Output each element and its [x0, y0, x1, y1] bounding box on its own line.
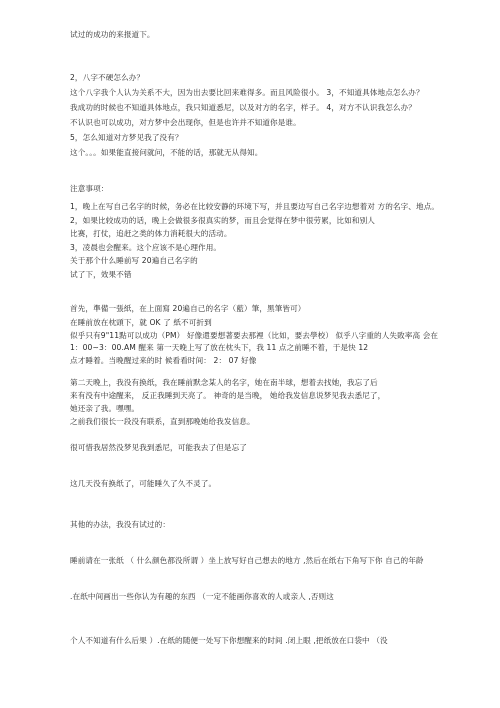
text-line-12: 3，凌晨也会醒来。这个应该不是心理作用。 [70, 243, 222, 252]
text-line-10: 2，如果比较成功的话，晚上会做很多很真实的梦，而且会觉得在梦中很劳累，比如和别人 [70, 216, 375, 225]
text-line-15: 首先，準備一張紙，在上面寫 20遍自己的名字（藍）筆，黑筆皆可） [70, 304, 306, 313]
text-line-17: 似乎只有9"11點可以成功（PM） 好像還要想著要去那裡（比如，要去學校） 似乎八字重的人失敗率高 会在 [70, 331, 439, 340]
text-line-26: 其他的办法，我没有试过的： [70, 520, 171, 529]
text-line-20: 第二天晚上，我没有换纸，我在睡前默念某人的名字，她在南半球，想着去找她，我忘了后 [70, 378, 378, 387]
text-line-23: 之前我们很长一段没有联系，直到那晚她给我发信息。 [70, 417, 255, 426]
text-line-18: 1：00~3：00.AM 醒来 第一天晚上写了放在枕头下，我 11 点之前睡不着，于是快 12 [70, 343, 369, 352]
text-line-13: 关于那个什么睡前写 20遍自己名字的 [70, 256, 198, 265]
notes-heading: 注意事项： [70, 184, 109, 193]
text-line-1: 试过的成功的来报道下。 [70, 30, 155, 39]
text-line-27: 睡前请在一张纸 （ 什么颜色都没所谓 ）坐上放写好自己想去的地方 ,然后在纸右下角写下你 自己的年龄 [70, 556, 424, 565]
text-line-25: 这几天没有换纸了，可能睡久了久不灵了。 [70, 479, 217, 488]
text-line-9: 1，晚上在写自己名字的时候，务必在比较安静的环境下写，并且要边写自己名字边想着对 方的名字、地点。 [70, 202, 440, 211]
text-line-28: .在纸中间画出一些你认为有趣的东西 （一定不能画你喜欢的人或亲人 ,否则这 [70, 592, 334, 601]
text-line-24: 很可惜我居然没梦见我到悉尼，可能我去了但是忘了 [70, 443, 247, 452]
text-line-11: 比赛，打仗，追赶之类的体力消耗很大的活动。 [70, 229, 232, 238]
text-line-21: 来有没有中途醒来， 反正我睡到天亮了。 神奇的是当晚， 她给我发信息说梦见我去悉尼了， [70, 391, 386, 400]
text-line-7: 这个。。。如果能直接问就问，不能的话，那就无从得知。 [70, 148, 263, 157]
text-line-6: 5，怎么知道对方梦见我了没有？ [70, 133, 183, 142]
text-line-16: 在睡前放在枕頭下，就 OK 了 紙不可折到 [70, 318, 212, 327]
text-line-14: 试了下，效果不错 [70, 270, 132, 279]
text-line-22: 她还亲了我。嘿嘿。 [70, 404, 140, 413]
text-line-29: 个人不知道有什么后果 ）.在纸的随便一处写下你想醒来的时间 .闭上眼 ,把纸放在口袋中 （没 [70, 636, 388, 645]
text-line-5: 不认识也可以成功，对方梦中会出现你，但是也许并不知道你是谁。 [70, 118, 301, 127]
text-line-2: 2，八字不硬怎么办？ [70, 73, 145, 82]
text-line-19: 点才睡着。当晚醒过来的时 候看看时间： 2： 07 好像 [70, 356, 257, 365]
text-line-4: 我成功的时候也不知道具体地点，我只知道悉尼，以及对方的名字，样子。 4，对方不认识我怎么办？ [70, 103, 416, 112]
text-line-3: 这个八字我个人认为关系不大，因为出去要比回来难得多。而且风险很小。 3，不知道具体地点怎么办？ [70, 88, 424, 97]
